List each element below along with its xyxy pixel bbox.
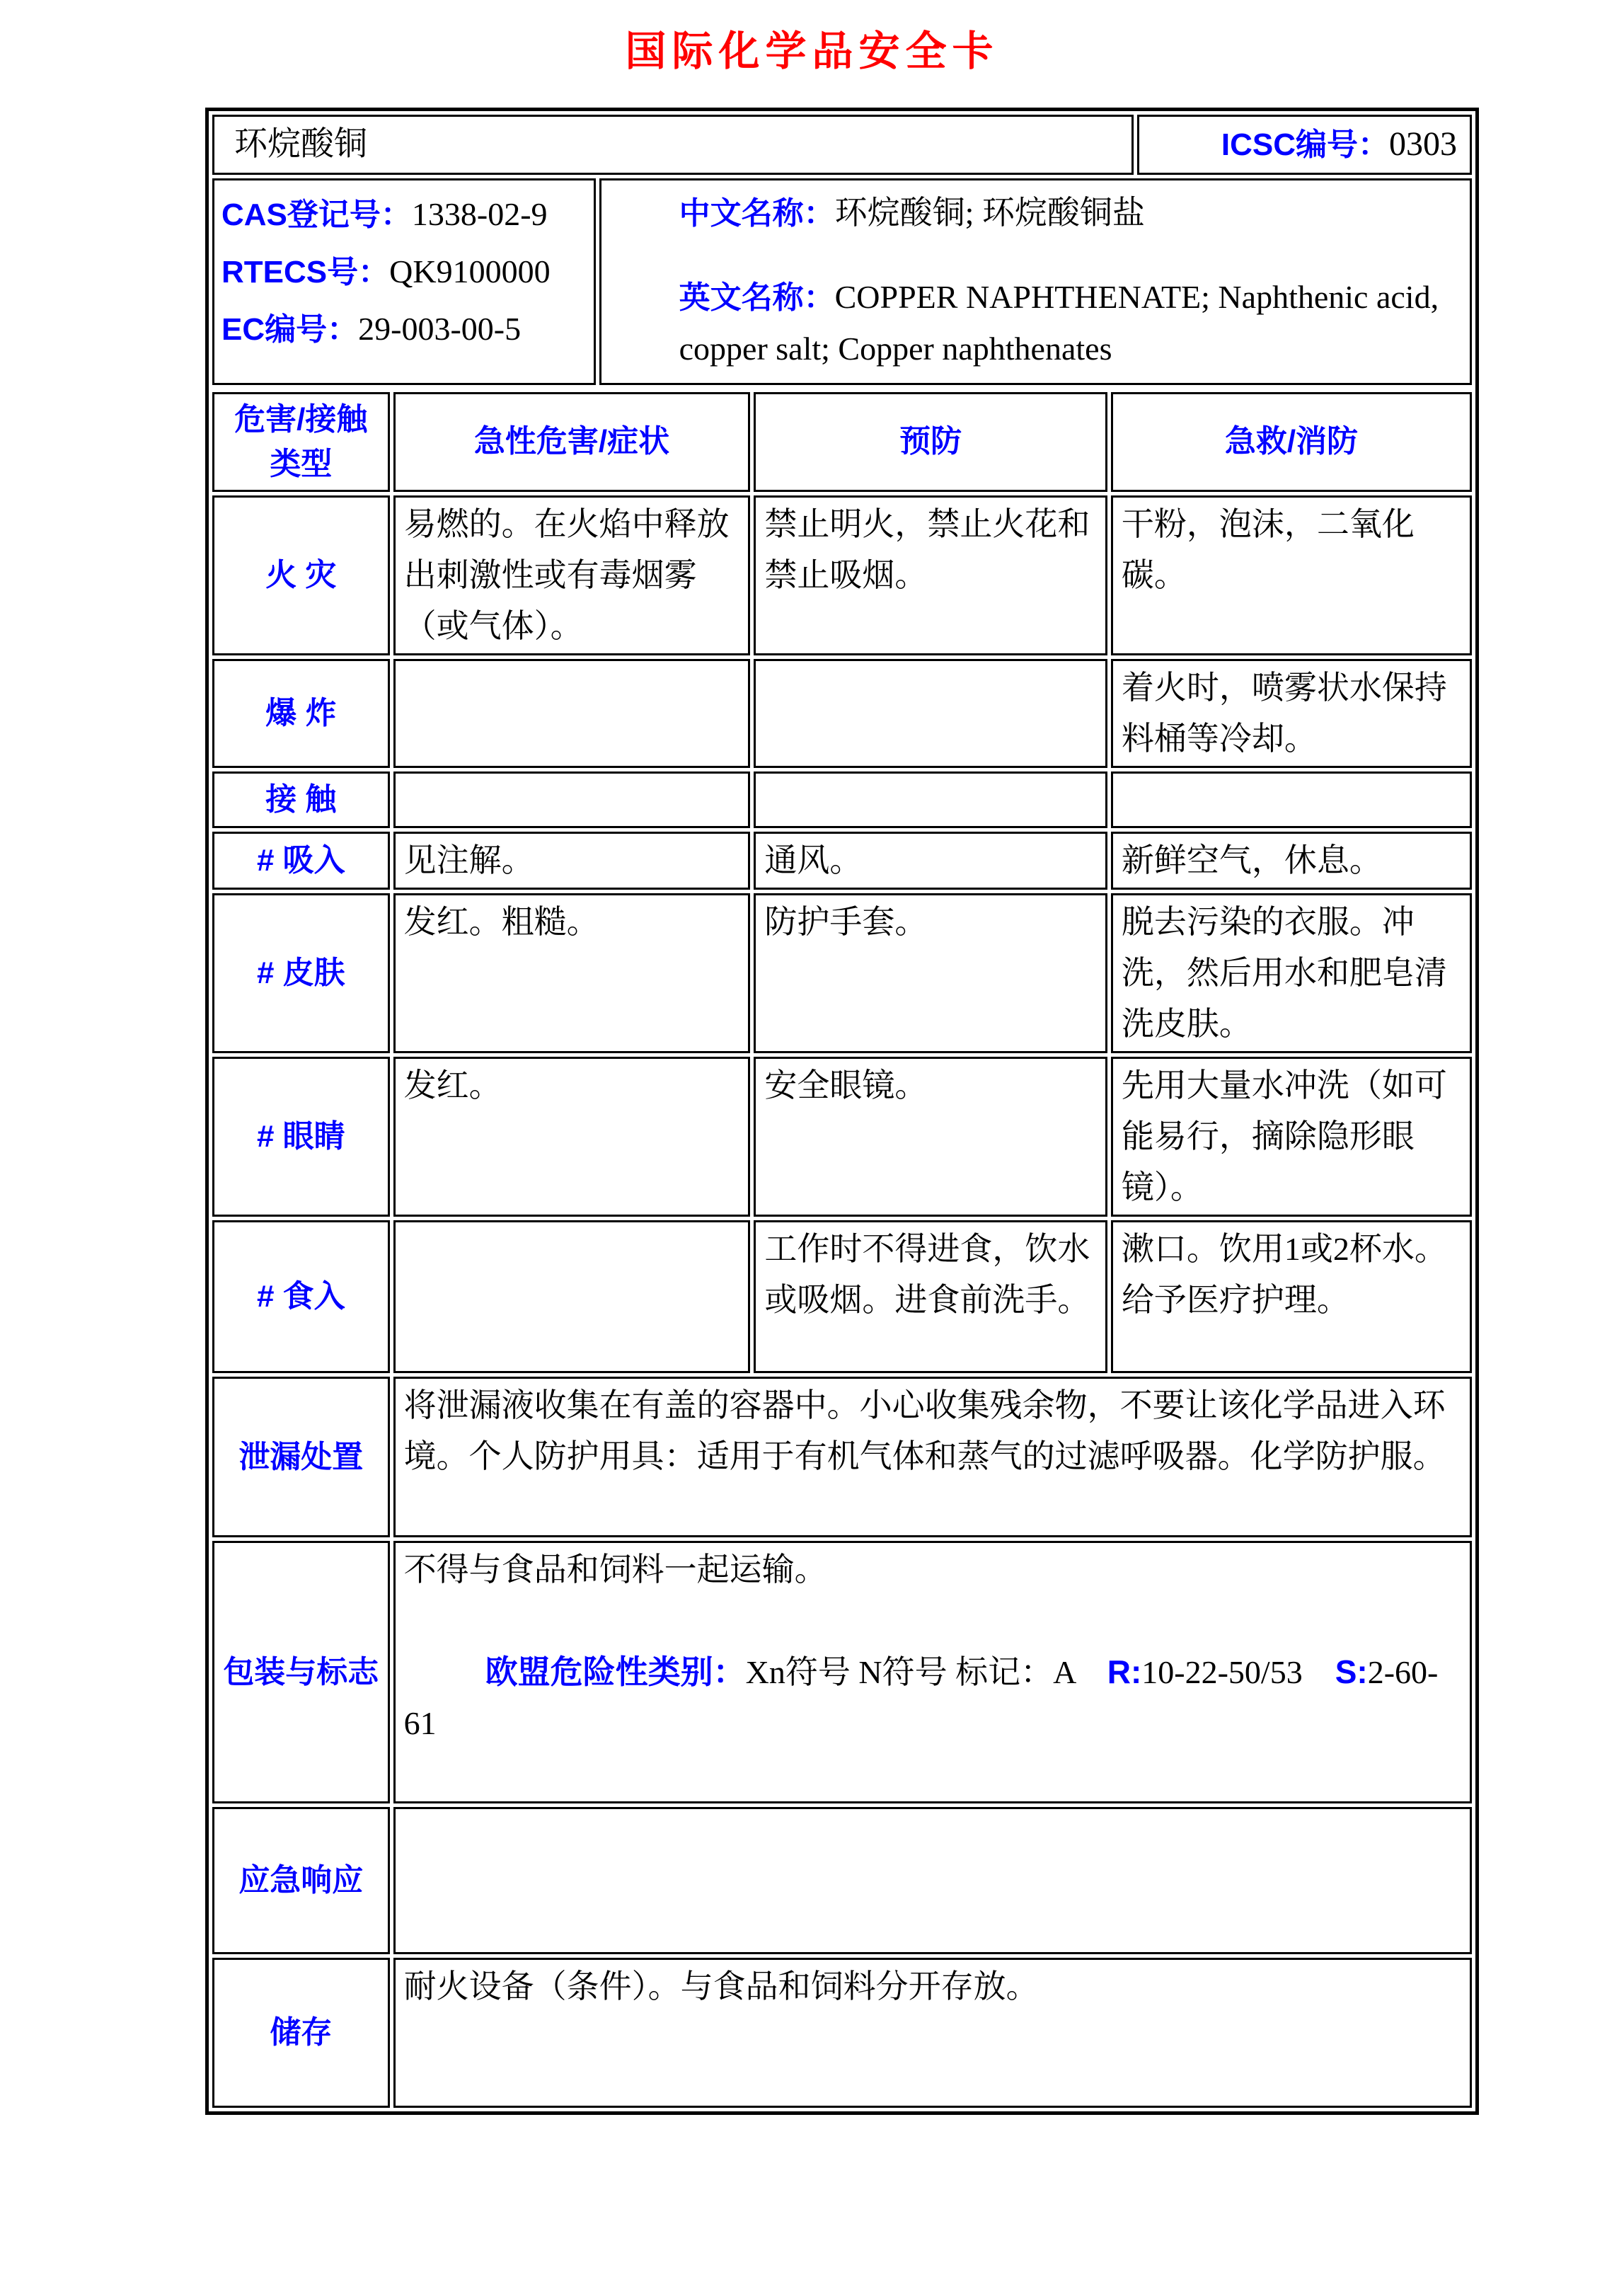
r-phrases-label: R: (1107, 1653, 1142, 1691)
symptoms-cell: 见注解。 (393, 832, 751, 890)
substance-title-row (212, 115, 1472, 175)
hazard-row-contact (212, 771, 1472, 828)
eu-symbols: Xn符号 N符号 标记：A (745, 1654, 1107, 1691)
symptoms-cell (393, 1220, 751, 1373)
prevention-cell: 通风。 (754, 832, 1107, 890)
hazard-row-ingestion (212, 1220, 1472, 1373)
english-name-line (679, 272, 1460, 374)
substance-name: 环烷酸铜 (212, 115, 1134, 175)
ec-label: EC编号： (221, 311, 359, 347)
hazard-row-eyes (212, 1057, 1472, 1217)
first-aid-cell: 着火时，喷雾状水保持料桶等冷却。 (1111, 659, 1472, 768)
icsc-number-label: ICSC编号： (1221, 127, 1389, 162)
prevention-cell: 防护手套。 (754, 893, 1107, 1053)
section-text-cell (393, 1807, 1472, 1954)
hazard-type-label: # 食入 (212, 1220, 390, 1373)
eu-class-label: 欧盟危险性类别： (485, 1653, 746, 1691)
section-label: 储存 (212, 1958, 390, 2108)
rtecs-value: QK9100000 (389, 253, 551, 289)
registry-numbers-cell (212, 178, 596, 385)
section-text-cell: 将泄漏液收集在有盖的容器中。小心收集残余物，不要让该化学品进入环境。个人防护用具：适用于有机气体和蒸气的过滤呼吸器。化学防护服。 (393, 1377, 1472, 1537)
page-title: 国际化学品安全卡 (625, 28, 999, 74)
first-aid-cell: 干粉，泡沫，二氧化碳。 (1111, 495, 1472, 655)
prevention-cell (754, 771, 1107, 828)
section-row-spill-disposal (212, 1377, 1472, 1537)
cas-label: CAS登记号： (221, 197, 412, 232)
first-aid-cell: 新鲜空气，休息。 (1111, 832, 1472, 890)
prevention-cell: 工作时不得进食，饮水或吸烟。进食前洗手。 (754, 1220, 1107, 1373)
symptoms-cell (393, 771, 751, 828)
english-name-value: COPPER NAPHTHENATE; Naphthenic acid, copper salt; Copper naphthenates (679, 278, 1439, 367)
symptoms-cell: 发红。 (393, 1057, 751, 1217)
transport-restriction-line: 不得与食品和饲料一起运输。 (403, 1551, 827, 1588)
column-header-hazard-type: 危害/接触 类型 (212, 392, 390, 493)
hazard-row-fire (212, 495, 1472, 655)
section-text-cell: 耐火设备（条件）。与食品和饲料分开存放。 (393, 1958, 1472, 2108)
hazard-row-skin (212, 893, 1472, 1053)
section-row-packaging-labelling (212, 1541, 1472, 1803)
card-header-table (209, 111, 1475, 389)
symptoms-cell (393, 659, 751, 768)
icsc-number-value: 0303 (1389, 125, 1457, 163)
rtecs-label: RTECS号： (221, 254, 390, 289)
section-row-storage (212, 1958, 1472, 2108)
rtecs-number-line (221, 243, 588, 301)
section-label: 应急响应 (212, 1807, 390, 1954)
hazard-type-label: 火 灾 (212, 495, 390, 655)
icsc-number-cell (1137, 115, 1472, 175)
chinese-name-value: 环烷酸铜; 环烷酸铜盐 (834, 194, 1145, 231)
section-label: 包装与标志 (212, 1541, 390, 1803)
hazard-type-label: 接 触 (212, 771, 390, 828)
identifiers-row (212, 178, 1472, 385)
hazard-row-inhalation (212, 832, 1472, 890)
hazard-type-label: 爆 炸 (212, 659, 390, 768)
r-phrases-value: 10-22-50/53 (1141, 1654, 1335, 1691)
chinese-name-label: 中文名称： (679, 195, 835, 231)
first-aid-cell: 脱去污染的衣服。冲洗，然后用水和肥皂清洗皮肤。 (1111, 893, 1472, 1053)
ec-value: 29-003-00-5 (358, 310, 522, 347)
eu-classification-line (404, 1595, 1461, 1800)
chinese-name-line (679, 188, 1460, 239)
first-aid-cell: 先用大量水冲洗（如可能易行，摘除隐形眼镜）。 (1111, 1057, 1472, 1217)
prevention-cell: 禁止明火，禁止火花和禁止吸烟。 (754, 495, 1107, 655)
hazard-type-label: # 皮肤 (212, 893, 390, 1053)
hazard-table-header-row (212, 392, 1472, 493)
icsc-card-table (205, 108, 1479, 2116)
symptoms-cell: 发红。粗糙。 (393, 893, 751, 1053)
ec-number-line (221, 301, 588, 358)
s-phrases-label: S: (1335, 1653, 1368, 1691)
prevention-cell (754, 659, 1107, 768)
cas-number-line (221, 186, 588, 243)
section-label: 泄漏处置 (212, 1377, 390, 1537)
chemical-names-cell (599, 178, 1472, 385)
hazard-row-explosion (212, 659, 1472, 768)
column-header-first-aid: 急救/消防 (1111, 392, 1472, 493)
hazard-type-label: # 眼睛 (212, 1057, 390, 1217)
column-header-prevention: 预防 (754, 392, 1107, 493)
symptoms-cell: 易燃的。在火焰中释放出刺激性或有毒烟雾（或气体）。 (393, 495, 751, 655)
section-row-emergency-response (212, 1807, 1472, 1954)
english-name-label: 英文名称： (679, 280, 835, 315)
cas-value: 1338-02-9 (411, 195, 548, 232)
first-aid-cell: 漱口。饮用1或2杯水。给予医疗护理。 (1111, 1220, 1472, 1373)
hazard-type-label: # 吸入 (212, 832, 390, 890)
first-aid-cell (1111, 771, 1472, 828)
s-phrases-value: 2-60-61 (403, 1654, 1439, 1742)
section-text-cell (393, 1541, 1472, 1803)
column-header-symptoms: 急性危害/症状 (393, 392, 751, 493)
hazard-table (209, 389, 1475, 2112)
prevention-cell: 安全眼镜。 (754, 1057, 1107, 1217)
